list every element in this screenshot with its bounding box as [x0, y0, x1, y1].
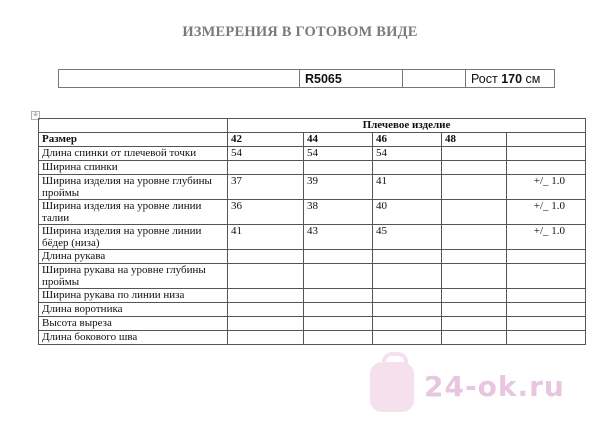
row-tolerance: +/_ 1.0	[507, 175, 586, 200]
row-value	[304, 331, 373, 345]
row-label: Ширина спинки	[39, 161, 228, 175]
row-value	[373, 303, 442, 317]
row-value: 39	[304, 175, 373, 200]
row-value	[228, 161, 304, 175]
row-value: 38	[304, 200, 373, 225]
row-label: Длина рукава	[39, 250, 228, 264]
size-header-row	[39, 133, 586, 147]
table-row	[39, 264, 586, 289]
group-header-row	[39, 119, 586, 133]
row-value	[373, 250, 442, 264]
header-empty-cell	[59, 70, 300, 88]
row-label: Длина спинки от плечевой точки	[39, 147, 228, 161]
row-label: Ширина изделия на уровне линии бёдер (низа)	[39, 225, 228, 250]
row-tolerance: +/_ 1.0	[507, 225, 586, 250]
height-label: Рост	[471, 71, 498, 86]
row-tolerance	[507, 147, 586, 161]
row-value: 41	[228, 225, 304, 250]
watermark	[370, 362, 580, 422]
shopping-bag-icon	[370, 362, 414, 412]
row-value	[304, 317, 373, 331]
row-value	[228, 317, 304, 331]
table-row	[39, 175, 586, 200]
table-row	[39, 200, 586, 225]
row-tolerance	[507, 161, 586, 175]
row-value	[228, 289, 304, 303]
row-value: 54	[228, 147, 304, 161]
row-value: 54	[373, 147, 442, 161]
row-value	[373, 161, 442, 175]
height-cell	[466, 70, 555, 88]
row-value	[373, 317, 442, 331]
table-row	[39, 161, 586, 175]
size-44: 44	[304, 133, 373, 147]
table-row	[39, 317, 586, 331]
group-label: Плечевое изделие	[228, 119, 586, 133]
table-row	[39, 250, 586, 264]
row-value: 37	[228, 175, 304, 200]
row-tolerance	[507, 289, 586, 303]
size-label: Размер	[39, 133, 228, 147]
table-row	[39, 147, 586, 161]
row-value	[304, 289, 373, 303]
model-header-table	[58, 69, 555, 88]
row-value	[228, 303, 304, 317]
row-label: Длина воротника	[39, 303, 228, 317]
size-48: 48	[442, 133, 507, 147]
row-value	[304, 250, 373, 264]
header-empty-cell-2	[403, 70, 466, 88]
row-value: 41	[373, 175, 442, 200]
row-tolerance	[507, 250, 586, 264]
row-value	[304, 264, 373, 289]
size-42: 42	[228, 133, 304, 147]
row-value	[373, 264, 442, 289]
row-value	[442, 200, 507, 225]
row-value	[228, 331, 304, 345]
row-value	[373, 331, 442, 345]
row-label: Длина бокового шва	[39, 331, 228, 345]
table-row	[39, 331, 586, 345]
row-label: Высота выреза	[39, 317, 228, 331]
row-value	[442, 331, 507, 345]
table-move-handle-icon[interactable]: ⊕	[32, 112, 39, 118]
height-unit: см	[525, 71, 541, 86]
row-value: 40	[373, 200, 442, 225]
row-label: Ширина рукава на уровне глубины проймы	[39, 264, 228, 289]
row-value	[228, 250, 304, 264]
row-tolerance	[507, 317, 586, 331]
row-label: Ширина рукава по линии низа	[39, 289, 228, 303]
row-value	[442, 289, 507, 303]
row-value	[304, 303, 373, 317]
row-value	[442, 264, 507, 289]
model-code: R5065	[305, 71, 342, 86]
row-label: Ширина изделия на уровне глубины проймы	[39, 175, 228, 200]
row-value	[442, 225, 507, 250]
page-title: ИЗМЕРЕНИЯ В ГОТОВОМ ВИДЕ	[182, 24, 418, 40]
row-value	[373, 289, 442, 303]
row-value	[442, 303, 507, 317]
row-label: Ширина изделия на уровне линии талии	[39, 200, 228, 225]
row-value	[442, 147, 507, 161]
row-value	[228, 264, 304, 289]
table-row	[39, 289, 586, 303]
measurements-table	[38, 118, 586, 345]
row-value: 36	[228, 200, 304, 225]
row-value	[442, 161, 507, 175]
watermark-text: 24-ok.ru	[424, 370, 565, 403]
model-cell	[300, 70, 403, 88]
row-tolerance	[507, 264, 586, 289]
row-value: 45	[373, 225, 442, 250]
row-value: 54	[304, 147, 373, 161]
table-row	[39, 303, 586, 317]
row-value: 43	[304, 225, 373, 250]
size-46: 46	[373, 133, 442, 147]
row-value	[442, 250, 507, 264]
tolerance-header	[507, 133, 586, 147]
table-row	[39, 225, 586, 250]
row-tolerance: +/_ 1.0	[507, 200, 586, 225]
group-empty-cell	[39, 119, 228, 133]
row-tolerance	[507, 331, 586, 345]
row-value	[442, 317, 507, 331]
height-value: 170	[501, 71, 523, 86]
row-value	[442, 175, 507, 200]
row-tolerance	[507, 303, 586, 317]
row-value	[304, 161, 373, 175]
